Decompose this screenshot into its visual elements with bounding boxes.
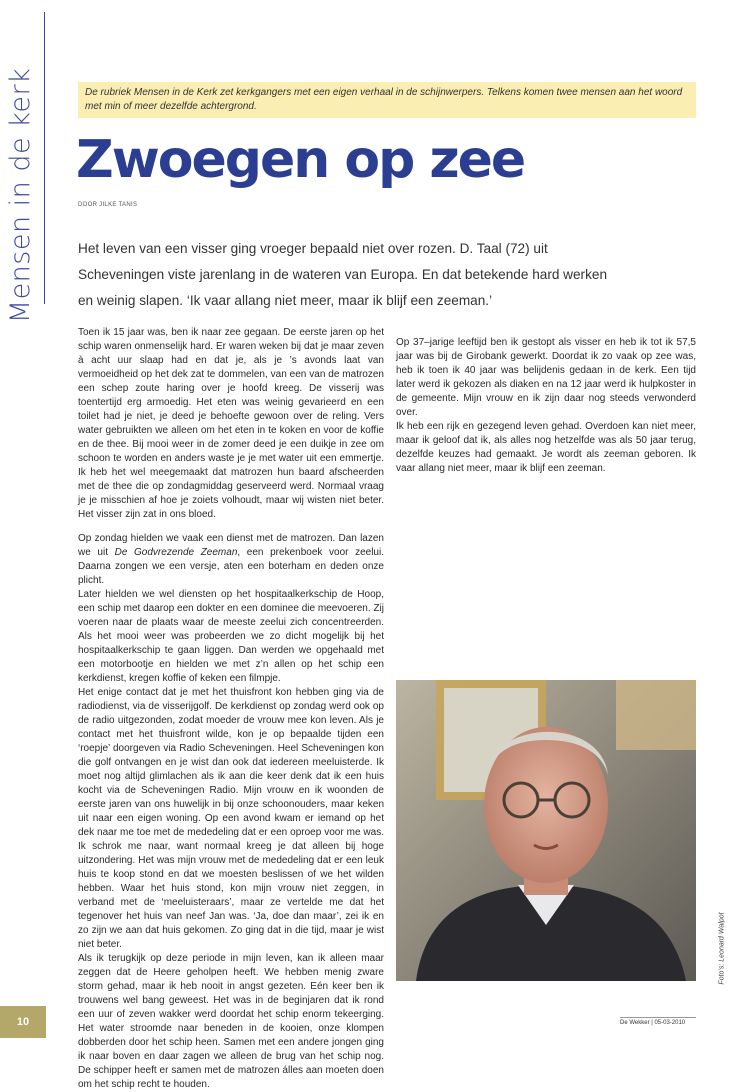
book-title: De Godvrezende Zeeman [114,547,238,558]
lead-paragraph: Het leven van een visser ging vroeger bepaald niet over rozen. D. Taal (72) uit Scheveningen viste jarenlang in de wateren van Europa. En dat betekende hard werken en weinig slapen. ‘Ik vaar allang niet meer, maar ik blijf een zeeman.’ [78,241,608,308]
body-column-left [78,326,384,1092]
photo-credit-text: Foto’s: Leonard Walpot [718,911,726,985]
footer-publication: De Wekker | 05-03-2010 [620,1020,686,1026]
footer-divider [620,1017,696,1018]
body-paragraph: Later hielden we wel diensten op het hospitaalkerkschip de Hoop, een schip met daarop een dokter en een dominee die meevoeren. Zij voeren naar de plaats waar de meeste zeelui zich concentreerden. Als het mooi weer was probeerden we zo dicht mogelijk bij het hospitaalkerkschip te gaan liggen. Dan werden we opgehaald met een motorbootje en hielden we met z’n allen op het schip een kerkdienst, kregen koffie of keken een filmpje. [78,589,384,684]
body-column-right [396,326,696,476]
photo-credit [715,900,729,996]
intro-box: De rubriek Mensen in de Kerk zet kerkgangers met een eigen verhaal in de schijnwerpers. Telkens komen twee mensen aan het woord met min of meer dezelfde achtergrond. [78,82,696,118]
portrait-photo [396,680,696,981]
article-title: Zwoegen op zee [76,130,525,190]
section-divider [44,12,45,304]
body-paragraph: Op 37–jarige leeftijd ben ik gestopt als visser en heb ik tot ik 57,5 jaar was bij de Girobank gewerkt. Doordat ik zo vaak op zee was, heb ik toen ik 40 jaar was belijdenis gedaan in de kerk. Een tijd later werd ik gekozen als diaken en na 12 jaar werd ik hulpkoster in de gemeente. Mijn vrouw en ik zijn daar nog steeds verwonderd over. [396,337,696,418]
body-paragraph: Het enige contact dat je met het thuisfront kon hebben ging via de radiodienst, via de visserijgolf. De kerkdienst op zondag werd ook op de radio uitgezonden, zodat moeder de vrouw mee kon leven. Als je contact met het thuisfront wilde, kon je op bepaalde tijden een ‘roepje’ doorgeven via Radio Scheveningen. Heel Scheveningen kon die golf ontvangen en je wist dan ook dat iedereen meeluisterde. Ik moet nog altijd glimlachen als ik aan die keer denk dat ik een huis kocht via de Scheveningen Radio. Mijn vrouw en ik woonden de eerste jaren van ons huwelijk in bij onze schoonouders, maar keken uit naar een eigen woning. Op een avond kwam er iemand op het dek naar me toe met de mededeling dat er een oproep voor me was. Ik schrok me naar, want normaal kreeg je dat alleen bij hoge uitzondering. Het was mijn vrouw met de mededeling dat er een leuk huis te koop stond en dat we moesten beslissen of we het wilden hebben. Waar het huis stond, kon mijn vrouw niet zeggen, in verband met de ‘meeluisteraars’, maar ze vertelde me dat het tegenover het huis van neef Jan was. ‘Ja, doe dan maar’, zei ik en zo zijn we aan dat huis gekomen. Zo ging dat in die tijd, maar je wist niet beter. [78,687,384,950]
section-label-text: Mensen in de kerk [5,67,37,323]
body-paragraph: Als ik terugkijk op deze periode in mijn leven, kan ik alleen maar zeggen dat de Heere geholpen heeft. We hebben menig zware storm gehad, maar ik heb nooit in angst gezeten. Eén keer ben ik trouwens wel bang geweest. Het was in de beginjaren dat ik rond een uur of zeven wakker werd doordat het schip enorm tekeerging. Het water stroomde naar beneden in de kooien, onze klompen dobberden door het schip heen. Samen met een andere jongen ging ik naar boven en daar zagen we alleen de brug van het schip nog. De schipper heeft er samen met de matrozen álles aan moeten doen om het schip recht te houden. [78,953,384,1090]
section-label [4,67,38,323]
byline: DOOR JILKE TANIS [78,202,138,208]
body-paragraph: Ik heb een rijk en gezegend leven gehad. Overdoen kan niet meer, maar ik geloof dat ik, als alles nog hetzelfde was als 50 jaar terug, dezelfde keuzes had gemaakt. Je wordt als zeeman geboren. Ik vaar allang niet meer, maar ik blijf een zeeman. [396,421,696,474]
body-paragraph: Op zondag hielden we vaak een dienst met de matrozen. Dan lazen we uit De Godvrezende Zeeman, een prekenboek voor zeelui. Daarna zongen we een versje, aten een boterham en deden onze plicht. [78,533,384,586]
portrait-illustration [396,680,696,981]
page-number: 10 [0,1006,46,1038]
body-paragraph: Toen ik 15 jaar was, ben ik naar zee gegaan. De eerste jaren op het schip waren onmenselijk hard. Er waren weken bij dat je maar zeven à acht uur slaap had en dat je, als je ’s avonds laat van vermoeidheid op het dek zat te dommelen, van een van de matrozen een schep zoute haring over je hoofd kreeg. De visserij was toentertijd erg armoedig. Het eten was weinig gevarieerd en een toilet had je niet, je deed je behoefte gewoon over de reling. Vers water gebruikten we alleen om het eten in te koken en voor de koffie en de thee. Bij mooi weer in de zomer deed je een duikje in zee om schoon te worden en anders waste je je met water uit een emmertje. Ik heb het wel meegemaakt dat matrozen hun baard afscheerden met de thee die op zondagmiddag geserveerd werd. Normaal vraag je je misschien af hoe je zoiets volhoudt, maar wij wisten niet beter. Het visser zijn zat in ons bloed. [78,327,384,520]
